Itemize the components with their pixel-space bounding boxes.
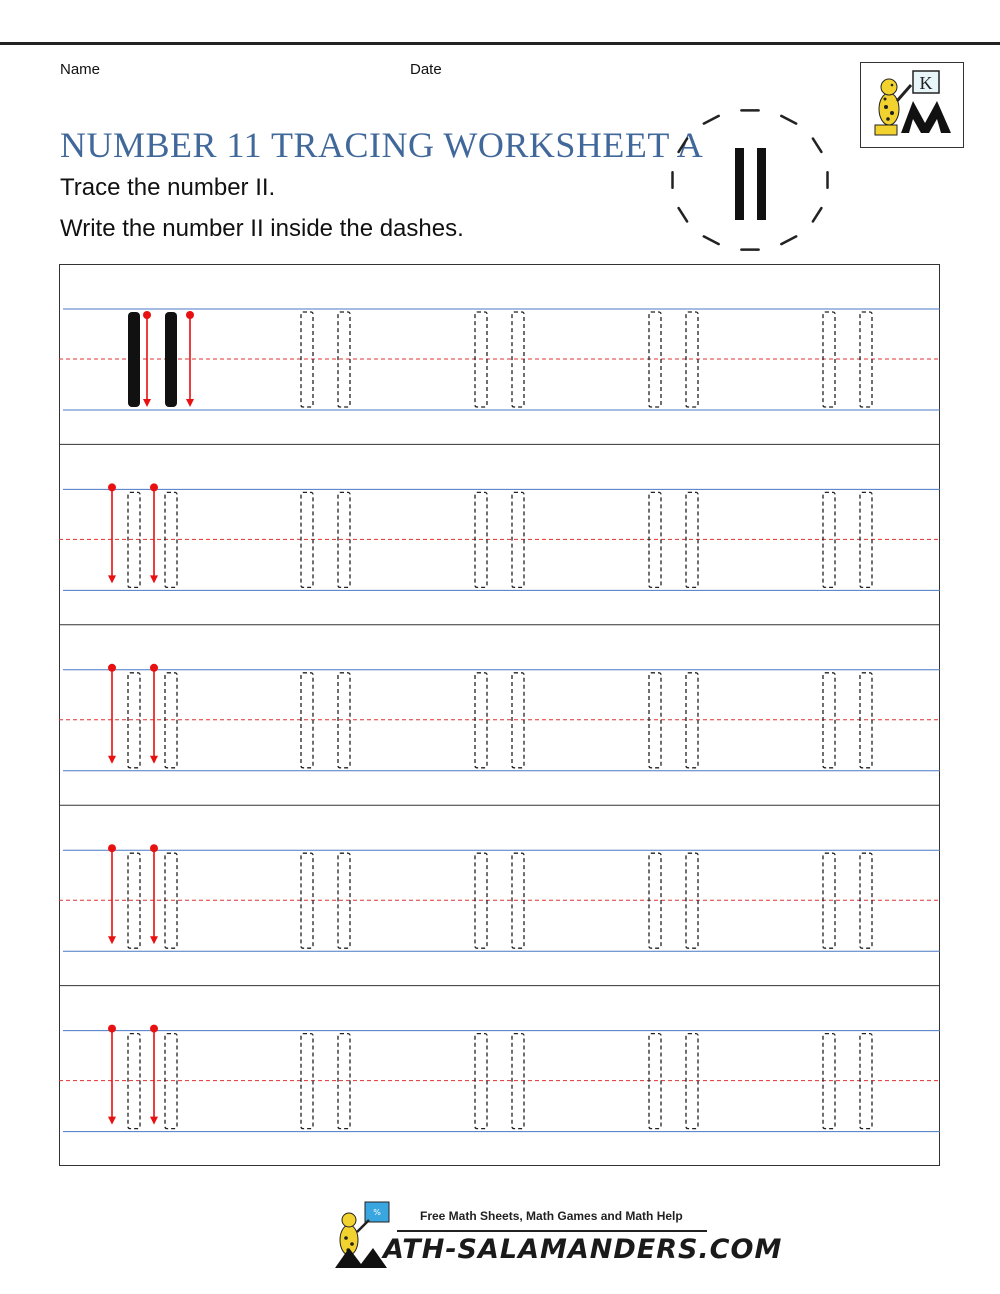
arrow-head-icon	[150, 1117, 158, 1125]
trace-stroke	[823, 492, 835, 587]
page-title: NUMBER 11 TRACING WORKSHEET A	[60, 125, 704, 165]
hero-dash	[704, 236, 719, 244]
trace-stroke	[686, 492, 698, 587]
instruction-trace: Trace the number II.	[60, 174, 276, 201]
footer-brand-text: ATH-SALAMANDERS.COM	[383, 1234, 783, 1265]
hero-dash	[679, 139, 688, 152]
footer-rule	[397, 1230, 707, 1232]
logo-letter: K	[919, 73, 933, 93]
hero-dash	[813, 139, 822, 152]
hero-number-eleven	[660, 100, 840, 260]
hero-dash	[813, 208, 822, 221]
footer-tagline: Free Math Sheets, Math Games and Math Help	[420, 1209, 683, 1223]
trace-stroke	[512, 492, 524, 587]
salamander-logo-icon	[861, 63, 963, 147]
trace-stroke	[338, 492, 350, 587]
trace-stroke	[860, 492, 872, 587]
instruction-write: Write the number II inside the dashes.	[60, 215, 464, 242]
arrow-head-icon	[186, 399, 194, 407]
trace-stroke	[649, 492, 661, 587]
tracing-area	[59, 264, 940, 1166]
trace-stroke	[301, 492, 313, 587]
svg-text:%: %	[373, 1208, 381, 1217]
arrow-head-icon	[150, 756, 158, 764]
hero-dash	[781, 116, 796, 124]
arrow-head-icon	[108, 1117, 116, 1125]
hero-dash	[704, 116, 719, 124]
top-rule	[0, 42, 1000, 45]
trace-stroke	[475, 492, 487, 587]
footer	[325, 1200, 783, 1272]
arrow-head-icon	[150, 575, 158, 583]
model-stroke	[165, 312, 177, 407]
arrow-head-icon	[143, 399, 151, 407]
model-stroke	[128, 312, 140, 407]
arrow-head-icon	[108, 756, 116, 764]
trace-stroke	[165, 492, 177, 587]
name-label: Name	[60, 61, 101, 78]
hero-dash	[781, 236, 796, 244]
footer-brand	[383, 1234, 782, 1265]
hero-dash	[679, 208, 688, 221]
date-label: Date	[410, 61, 442, 78]
arrow-head-icon	[150, 936, 158, 944]
arrow-head-icon	[108, 936, 116, 944]
salamander-logo	[860, 62, 964, 148]
trace-stroke	[128, 492, 140, 587]
arrow-head-icon	[108, 575, 116, 583]
